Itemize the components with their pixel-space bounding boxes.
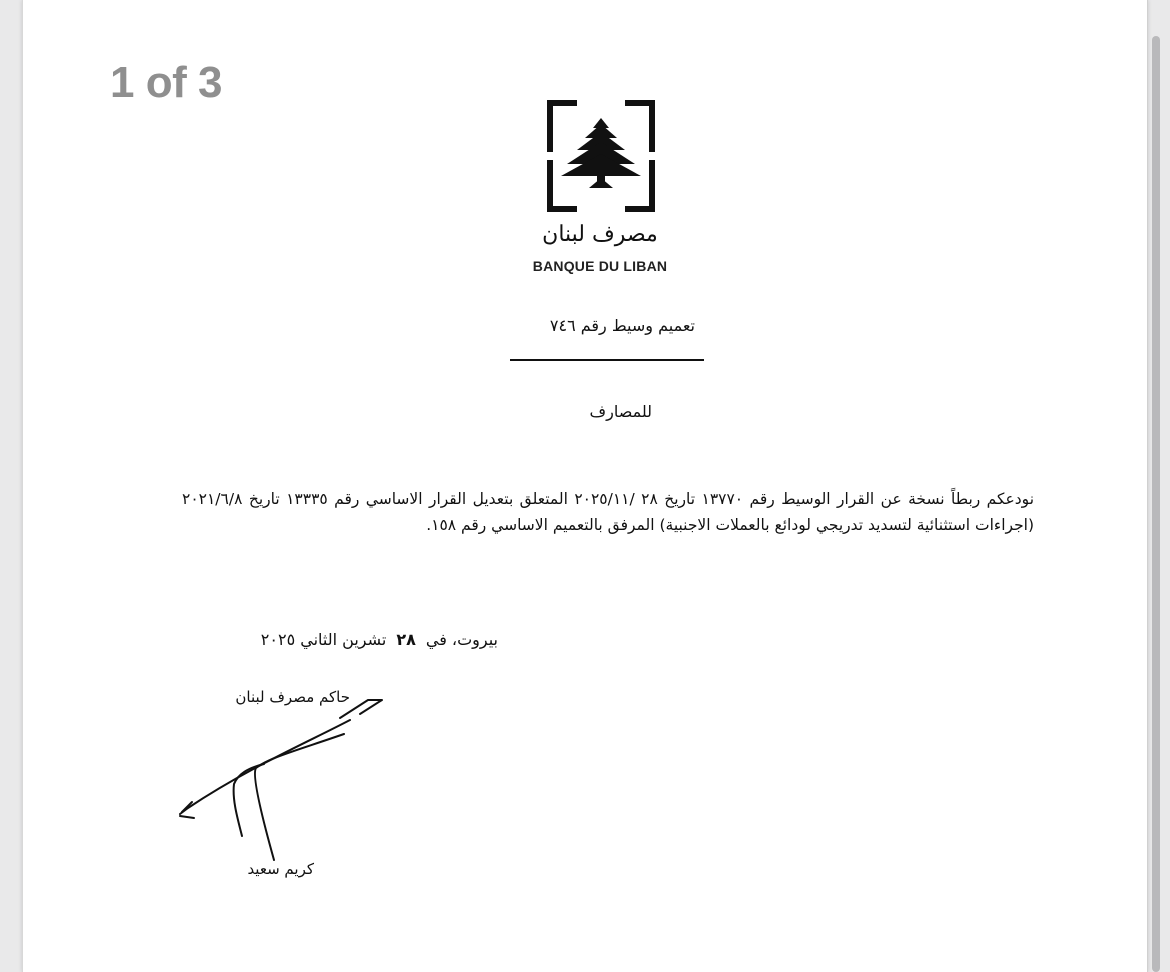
signatory-title: حاكم مصرف لبنان	[235, 688, 350, 706]
circular-body	[182, 486, 1034, 538]
body-paragraph: نودعكم ربطاً نسخة عن القرار الوسيط رقم ١٣٧٧٠ تاريخ ٢٨ /٢٠٢٥/١١ المتعلق بتعديل القرار الاساسي رقم ١٣٣٣٥ تاريخ ٢٠٢١/٦/٨ (اجراءات استثنائية لتسديد تدريجي لودائع بالعملات الاجنبية) المرفق بالتعميم الاساسي رقم ١٥٨.	[182, 490, 1035, 534]
bank-name-french: BANQUE DU LIBAN	[532, 258, 668, 274]
cedar-tree-icon	[545, 98, 657, 214]
date-month-year: تشرين الثاني ٢٠٢٥	[260, 630, 387, 649]
bank-name-arabic: مصرف لبنان	[542, 222, 658, 247]
date-line	[150, 630, 498, 649]
scrollbar[interactable]	[1152, 36, 1160, 972]
page-indicator: 1 of 3	[110, 58, 222, 107]
circular-title: تعميم وسيط رقم ٧٤٦	[549, 316, 695, 335]
date-day: ٢٨	[396, 630, 416, 649]
date-place: بيروت، في	[425, 630, 498, 649]
handwritten-signature	[168, 690, 398, 865]
title-underline	[510, 359, 704, 361]
addressee: للمصارف	[589, 402, 652, 421]
signatory-name: كريم سعيد	[247, 860, 314, 878]
